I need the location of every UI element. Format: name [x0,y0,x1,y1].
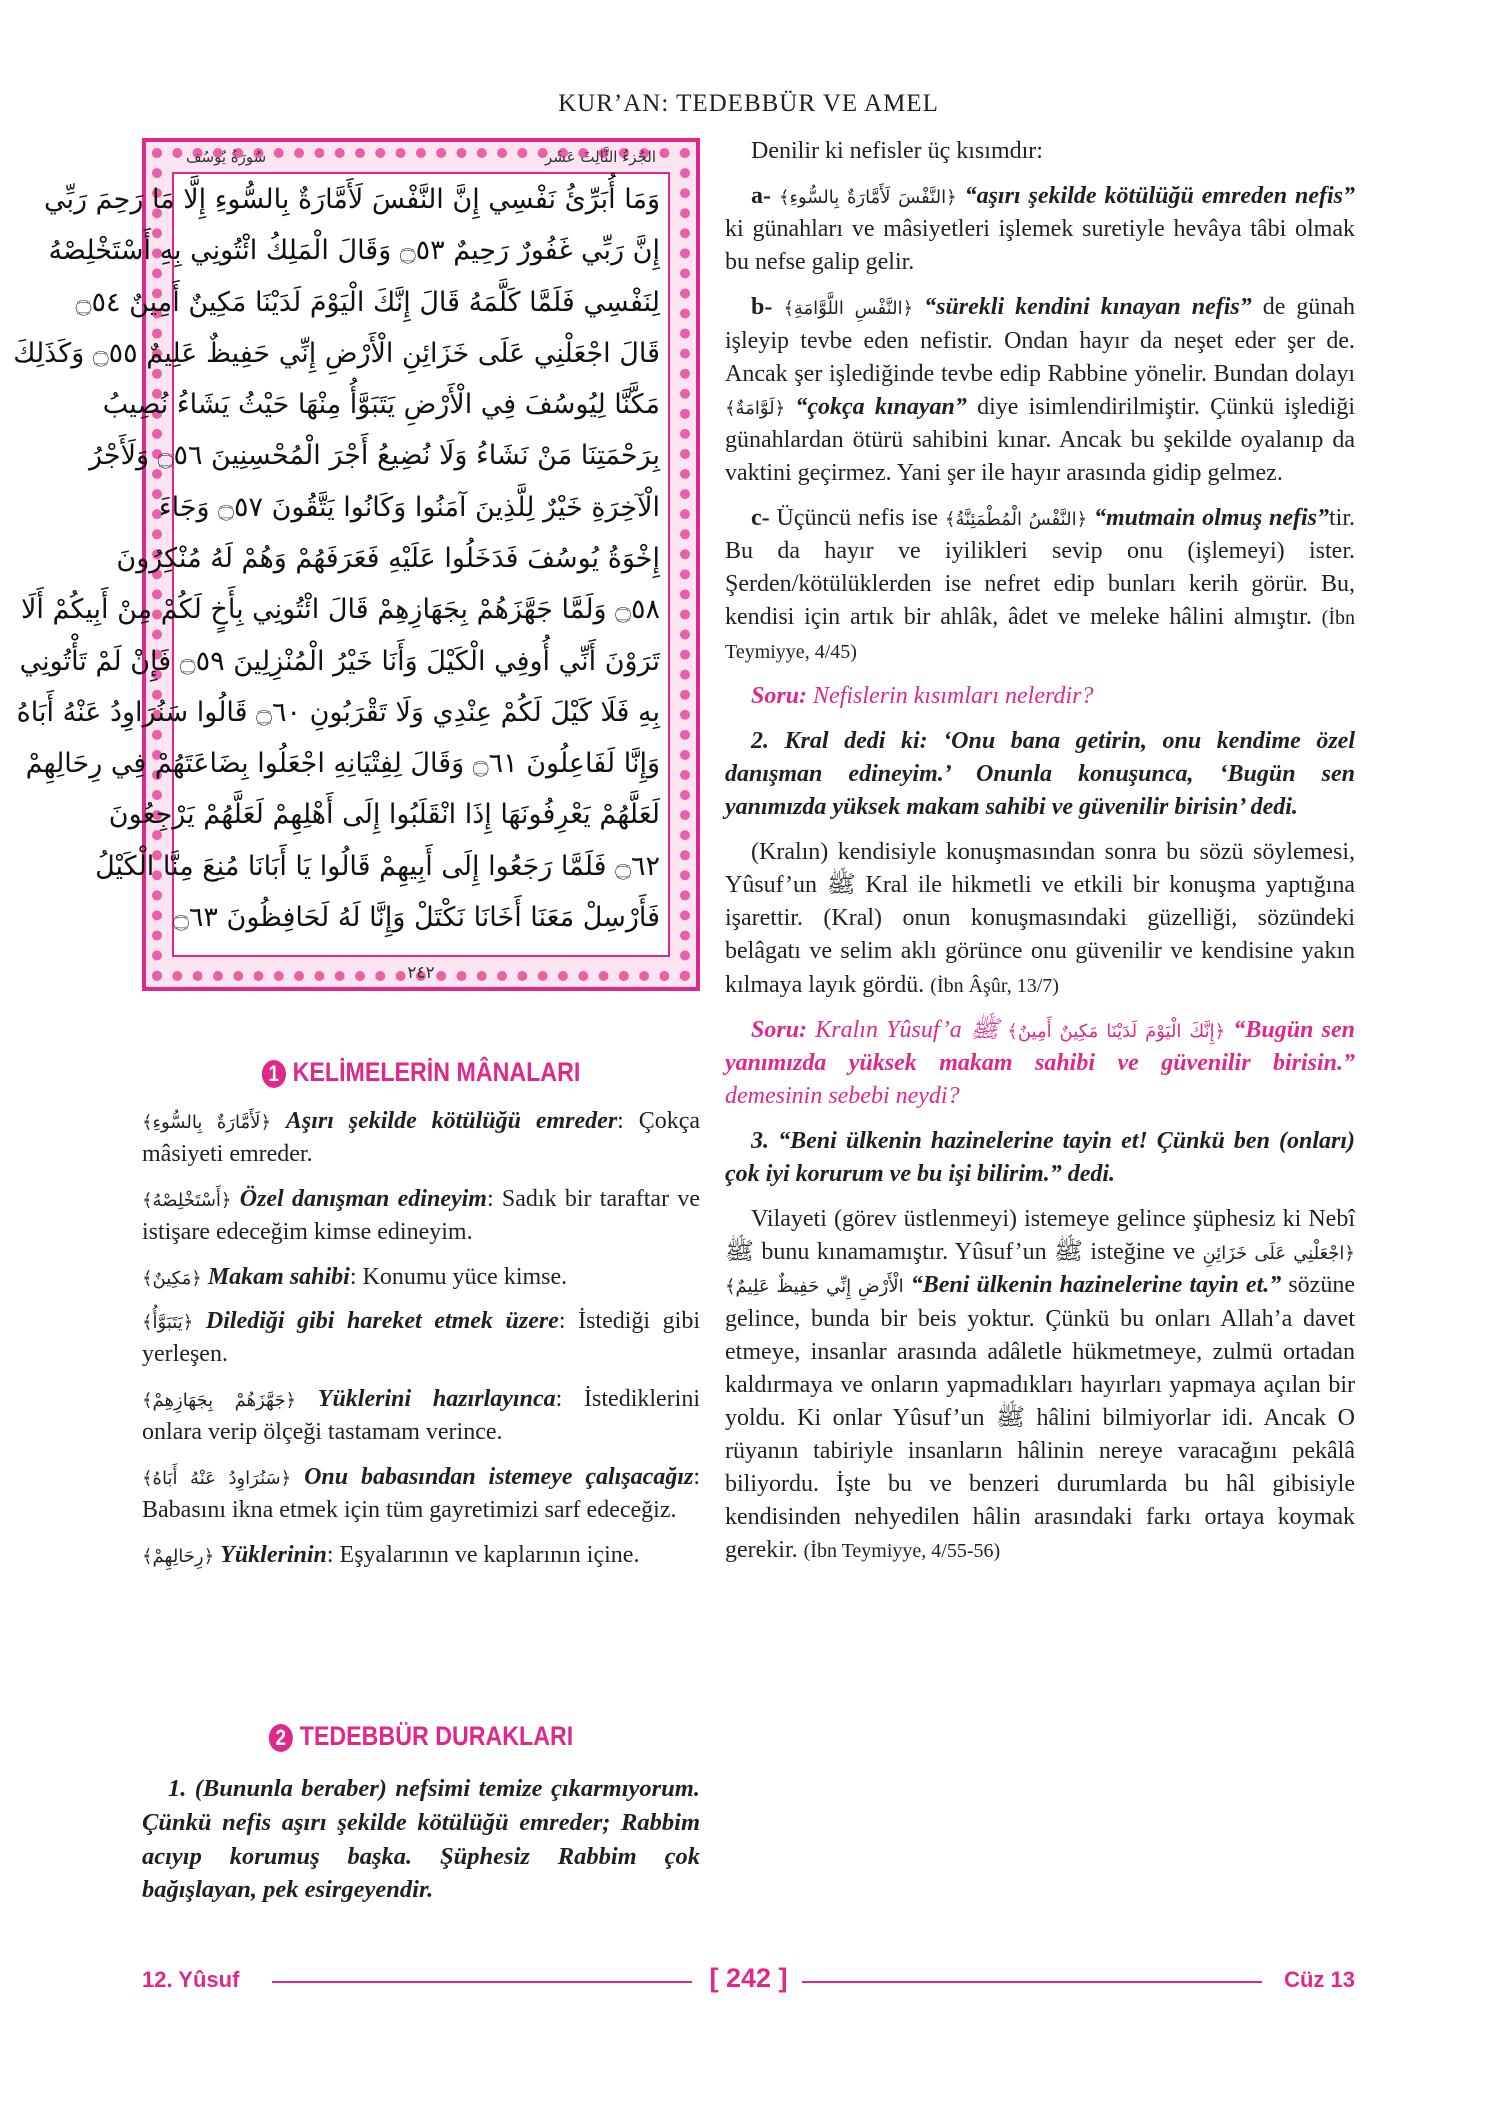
definition: : Babasını ikna etmek için tüm gayretimizi sarf edeceğiz. [142,1463,701,1523]
text: Vilayeti (görev üstlenmeyi) istemeye gelince şüphesiz ki Nebî ﷺ bunu kınamamıştır. Yûsuf’un ﷺ isteğine ve [725,1206,1355,1266]
word-meaning-item [142,1305,700,1371]
point-2-text [725,836,1355,1002]
point-2: 2. Kral dedi ki: ‘Onu bana getirin, onu kendime özel danışman edineyim.’ Onunla konuşunca, ‘Bugün sen yanımızda yüksek makam sahibi ve güvenilir birisin’ dedi. [725,727,1355,820]
arabic-quote: ﴿اجْعَلْنِي عَلَى خَزَائِنِ الْأَرْضِ إِنِّي حَفِيظٌ عَلِيمٌ﴾ [725,1243,1355,1298]
text: ki günahları ve mâsiyetleri işlemek suretiyle hevâya tâbi olmak bu nefse galip gelir. [725,216,1355,276]
definition: : İstediklerini onlara verip ölçeği tastamam verince. [142,1386,701,1445]
quran-line: الْآخِرَةِ خَيْرٌ لِلَّذِينَ آمَنُوا وَكَانُوا يَتَّقُونَ ۝٥٧ وَجَاءَ [158,491,660,523]
quran-text-area [13,172,670,957]
arabic-quote: ﴿إِنَّكَ الْيَوْمَ لَدَيْنَا مَكِينٌ أَمِينٌ﴾ [1007,1020,1226,1042]
quran-line: بِرَحْمَتِنَا مَنْ نَشَاءُ وَلَا نُضِيعُ أَجْرَ الْمُحْسِنِينَ ۝٥٦ وَلَأَجْرُ [89,440,660,472]
question-term: “Bugün sen yanımızda yüksek makam sahibi ve güvenilir birisin.” [725,1016,1356,1076]
source-citation: (İbn Âşûr, 13/7) [930,974,1059,997]
point-3: 3. “Beni ülkenin hazinelerine tayin et! Çünkü ben (onları) çok iyi korurum ve bu işi bilirim.” dedi. [725,1127,1355,1188]
definition: : Sadık bir taraftar ve istişare edeceğim kimse edineyim. [142,1185,701,1245]
arabic-word: ﴿رِحَالِهِمْ﴾ [142,1545,215,1567]
quran-page-frame [13,138,700,991]
section-number-badge: 1 [262,1060,286,1088]
nefs-c [725,502,1355,668]
arabic-word: ﴿أَسْتَخْلِصْهُ﴾ [142,1189,232,1211]
arabic-word: ﴿مَكِينٌ﴾ [142,1267,202,1289]
arabic-quote: ﴿لَوَّامَةٌ﴾ [725,397,786,419]
word-meaning-item [142,1261,700,1294]
term: Dilediği gibi hareket etmek üzere [205,1308,559,1335]
term: Aşırı şekilde kötülüğü emreder [285,1108,618,1134]
nefs-a [725,180,1355,279]
arabic-quote: ﴿النَّفْسَ لَأَمَّارَةٌ بِالسُّوءِ﴾ [778,187,957,209]
arabic-page-number: ٢٤٢ [407,963,435,983]
question-text: demesinin sebebi neydi? [725,1082,960,1109]
quran-line: فَأَرْسِلْ مَعَنَا أَخَانَا نَكْتَلْ وَإِنَّا لَهُ لَحَافِظُونَ ۝٦٣ [173,901,660,933]
term: “mutmain olmuş nefis” [1093,505,1329,532]
term: Onu babasından istemeye çalışacağız [304,1463,694,1490]
term: Özel danışman edineyim [239,1185,487,1212]
question-text: Kralın Yûsuf’a ﷺ [807,1016,1008,1043]
term: “sürekli kendini kınayan nefis” [924,294,1252,321]
definition: : İstediği gibi yerleşen. [142,1308,701,1368]
source-citation: (İbn Teymiyye, 4/45) [725,607,1355,663]
term: Yüklerinin [220,1541,327,1568]
term: “aşırı şekilde kötülüğü emreden nefis” [964,183,1356,210]
page-footer [142,1963,1355,1997]
quran-lines [13,184,660,933]
source-citation: (İbn Teymiyye, 4/55-56) [803,1540,1001,1563]
point-1-text: 1. (Bununla beraber) nefsimi temize çıkarmıyorum. Çünkü nefis aşırı şekilde kötülüğü emreder; Rabbim acıyıp korumuş başka. Şüphesiz Rabbim çok bağışlayan, pek esirgeyendir. [142,1775,700,1904]
text: Üçüncü nefis ise [769,505,945,532]
arabic-word: ﴿سَنُرَاوِدُ عَنْهُ أَبَاهُ﴾ [142,1467,292,1489]
footer-rule-right [802,1981,1262,1983]
text: de günah işleyip tevbe eden nefistir. Ondan hayır da neşet eder şer de. Ancak şer işlediğinde tevbe edip Rabbine yönelir. Bundan dolayı [725,294,1356,387]
right-column [725,135,1355,1579]
arabic-word: ﴿جَهَّزَهُمْ بِجَهَازِهِمْ﴾ [142,1390,296,1412]
running-header: KUR’AN: TEDEBBÜR VE AMEL [558,90,939,117]
footer-juz: Cüz 13 [1284,1967,1355,1992]
quran-line: ۝٥٨ وَلَمَّا جَهَّزَهُمْ بِجَهَازِهِمْ قَالَ ائْتُونِي بِأَخٍ لَكُمْ مِنْ أَبِيكُمْ أَلَا [21,594,660,626]
section-heading-tedebbur [181,1721,661,1752]
quran-line: مَكَّنَّا لِيُوسُفَ فِي الْأَرْضِ يَتَبَوَّأُ مِنْهَا حَيْثُ يَشَاءُ نُصِيبُ [102,389,660,421]
footer-surah: 12. Yûsuf [142,1967,240,1992]
quran-line: إِنَّ رَبِّي غَفُورٌ رَحِيمٌ ۝٥٣ وَقَالَ الْمَلِكُ ائْتُونِي بِهِ أَسْتَخْلِصْهُ [48,235,660,267]
word-meanings-list [142,1105,700,1584]
arabic-word: ﴿لَأَمَّارَةٌ بِالسُّوءِ﴾ [142,1112,271,1133]
arabic-quote: ﴿النَّفْسُ الْمُطْمَئِنَّةُ﴾ [944,509,1088,531]
word-meaning-item [142,1383,700,1449]
question-label: Soru: [751,682,808,709]
term: “çokça kınayan” [795,393,967,420]
term: Yüklerini hazırlayınca [317,1386,556,1413]
point-3-text [725,1203,1355,1567]
word-meaning-item [142,1183,700,1249]
section-title: KELİMELERİN MÂNALARI [292,1057,581,1087]
arabic-quote: ﴿النَّفْسِ اللَّوَّامَةِ﴾ [783,298,914,320]
quran-line: إِخْوَةُ يُوسُفَ فَدَخَلُوا عَلَيْهِ فَعَرَفَهُمْ وَهُمْ لَهُ مُنْكِرُونَ [116,542,660,574]
section-title: TEDEBBÜR DURAKLARI [299,1721,574,1751]
point-1 [142,1772,700,1919]
juz-header: الجُزءُ الثَّالِثَ عَشَر [544,148,656,166]
quran-line: تَرَوْنَ أَنِّي أُوفِي الْكَيْلَ وَأَنَا خَيْرُ الْمُنْزِلِينَ ۝٥٩ فَإِنْ لَمْ تَأْتُونِي [19,645,660,677]
quran-line: بِهِ فَلَا كَيْلَ لَكُمْ عِنْدِي وَلَا تَقْرَبُونِ ۝٦٠ قَالُوا سَنُرَاوِدُ عَنْهُ أَبَاهُ [16,696,660,728]
text: sözüne gelince, bunda bir beis yoktur. Çünkü bu onları Allah’a davet etmeye, insanlar arasında adâletle hükmetmeye, zulmü ortadan kaldırmaya ve onların yapmadıkları hayırları yapmaya açılan bir yoldu. Ki onlar Yûsuf’un ﷺ hâlini bilmiyorlar idi. Ancak O rüyanın tabiriyle insanların hâlinin nereye varacağını pekâlâ biliyordu. İşte bu ve benzeri durumlarda bu hâl gibisiyle kendisinden nehyedilen hâlin arasındaki farkı ortaya koymak gerekir. [725,1272,1355,1564]
question-text: Nefislerin kısımları nelerdir? [807,682,1094,709]
item-label: a- [751,183,771,210]
question-1 [725,680,1355,713]
nefs-b [725,291,1355,490]
quran-line: لِنَفْسِي فَلَمَّا كَلَّمَهُ قَالَ إِنَّكَ الْيَوْمَ لَدَيْنَا مَكِينٌ أَمِينٌ ۝٥٤ [75,286,660,318]
text: (Kralın) kendisiyle konuşmasından sonra bu sözü söylemesi, Yûsuf’un ﷺ Kral ile hikmetli ve etkili bir konuşma yaptığına işarettir. (Kral) onun konuşmasındaki güzelliği, sözündeki belâgatı ve selim aklı görünce onu güvenilir ve kendisine yakın kılmaya layık gördü. [725,839,1355,998]
word-meaning-item [142,1105,700,1171]
question-label: Soru: [751,1016,808,1043]
quran-line: وَمَا أُبَرِّئُ نَفْسِي إِنَّ النَّفْسَ لَأَمَّارَةٌ بِالسُّوءِ إِلَّا مَا رَحِمَ رَبِّي [44,184,660,215]
footer-rule-left [272,1981,692,1983]
quran-line: قَالَ اجْعَلْنِي عَلَى خَزَائِنِ الْأَرْضِ إِنِّي حَفِيظٌ عَلِيمٌ ۝٥٥ وَكَذَلِكَ [13,337,660,369]
word-meaning-item [142,1539,700,1572]
text: diye isimlendirilmiştir. Çünkü işlediği günahlardan ötürü sahibini kınar. Ancak bu şekilde oyalanıp da vaktini geçirmez. Yani şer ile hayır arasında gidip gelmez. [725,393,1355,486]
intro-text: Denilir ki nefisler üç kısımdır: [751,138,1043,164]
definition: : Konumu yüce kimse. [349,1263,568,1290]
quran-line: وَإِنَّا لَفَاعِلُونَ ۝٦١ وَقَالَ لِفِتْيَانِهِ اجْعَلُوا بِضَاعَتَهُمْ فِي رِحَالِهِمْ [25,748,660,780]
footer-page-number: [ 242 ] [709,1963,788,1993]
quran-line: ۝٦٢ فَلَمَّا رَجَعُوا إِلَى أَبِيهِمْ قَالُوا يَا أَبَانَا مُنِعَ مِنَّا الْكَيْلُ [95,850,660,882]
surah-header: سُورَةُ يُوسُف [186,148,267,166]
definition: : Çokça mâsiyeti emreder. [142,1108,701,1167]
term: “Beni ülkenin hazinelerine tayin et.” [903,1272,1282,1299]
term: Makam sahibi [207,1263,350,1290]
section-heading-kelimeler [181,1057,661,1088]
item-label: c- [751,505,770,532]
question-2 [725,1014,1355,1113]
section-number-badge: 2 [269,1724,293,1752]
quran-line: لَعَلَّهُمْ يَعْرِفُونَهَا إِذَا انْقَلَبُوا إِلَى أَهْلِهِمْ لَعَلَّهُمْ يَرْجِعُونَ [108,799,660,831]
arabic-word: ﴿يَتَبَوَّأُ﴾ [142,1312,194,1334]
word-meaning-item [142,1461,700,1527]
text: tir. Bu da hayır ve iyilikleri sevip onu (işlemeyi) ister. Şerden/kötülüklerden ise nefret edip bunları kerih görür. Bu, kendisi için artık bir ahlâk, âdet ve meleke hâlini almıştır. [725,505,1356,631]
item-label: b- [751,294,773,321]
definition: : Eşyalarının ve kaplarının içine. [326,1541,640,1568]
